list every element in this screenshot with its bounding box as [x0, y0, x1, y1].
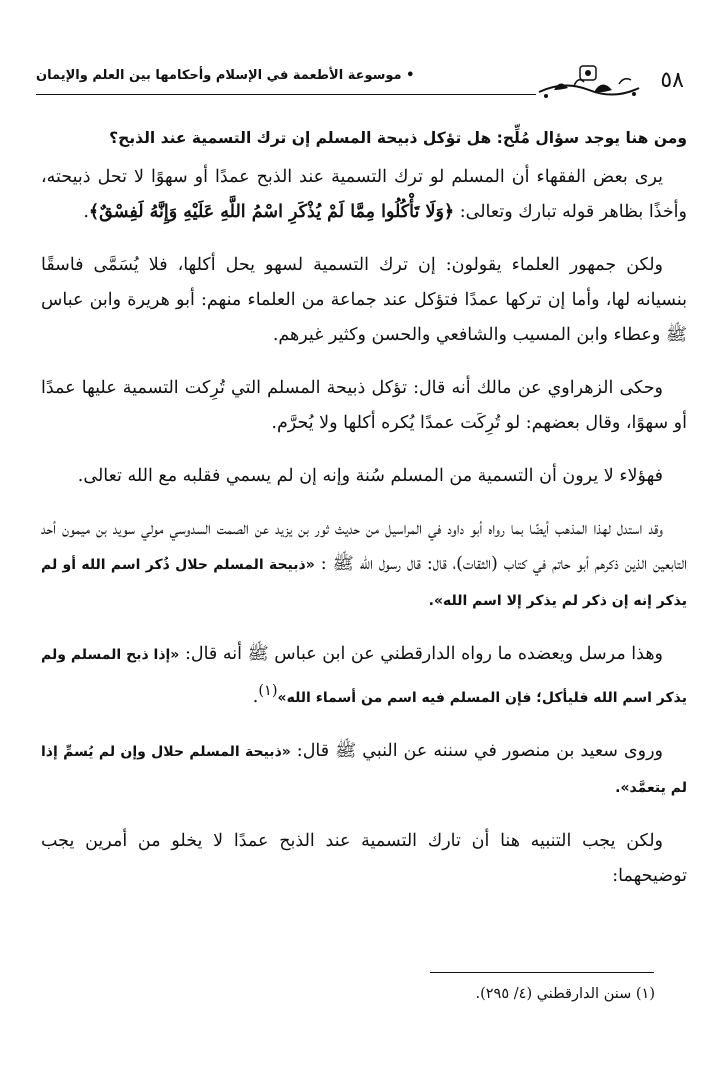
hadith-quote: «ذبيحة المسلم حلال ذُكر اسم الله أو لم يذكر إنه إن ذكر لم يذكر إلا اسم الله».: [41, 557, 687, 609]
hadith-quote: «ذبيحة المسلم حلال وإن لم يُسمِّ إذا لم يتعمَّد».: [41, 743, 687, 796]
paragraph-1: [41, 160, 687, 230]
footnote-rule: [430, 972, 654, 973]
section-question: ومن هنا يوجد سؤال مُلِّح: هل تؤكل ذبيحة المسلم إن ترك التسمية عند الذبح؟: [109, 129, 687, 147]
paragraph-5-text: وقد استدل لهذا المذهب أيضًا بما رواه أبو داود في المراسيل من حديث ثور بن يزيد عن الصمت السدوسي مولي سويد بن ميمون أحد التابعين الذين ذكرهم أبو حاتم في كتاب (الثقات)، قال: قال رسول الله ﷺ :: [41, 519, 687, 574]
paragraph-7: [41, 734, 687, 806]
paragraph-1-text: يرى بعض الفقهاء أن المسلم لو ترك التسمية عند الذبح عمدًا أو سهوًا لا تحل ذبيحته، وأخذًا بظاهر قوله تبارك وتعالى:: [41, 167, 687, 222]
athar-quote: «إذا ذبح المسلم ولم يذكر اسم الله فليأكل؛ فإن المسلم فيه اسم من أسماء الله»: [41, 647, 687, 706]
floral-ornament-icon: [534, 62, 644, 102]
paragraph-2: ولكن جمهور العلماء يقولون: إن ترك التسمية لسهو يحل أكلها، فلا يُسَمَّى فاسقًا بنسيانه لها، وأما إن تركها عمدًا فتؤكل عند جماعة من العلماء منهم: أبو هريرة وابن عباس ﷺ وعطاء وابن المسيب والشافعي والحسن وكثير غيرهم.: [41, 255, 687, 345]
paragraph-3: وحكى الزهراوي عن مالك أنه قال: تؤكل ذبيحة المسلم التي تُرِكت التسمية عليها عمدًا أو سهوًا، وقال بعضهم: لو تُرِكَت عمدًا يُكره أكلها ولا يُحرَّم.: [41, 378, 687, 433]
paragraph-6: [41, 637, 687, 716]
paragraph-1-end: .: [83, 202, 89, 222]
paragraph-8: ولكن يجب التنبيه هنا أن تارك التسمية عند الذبح عمدًا لا يخلو من أمرين يجب توضيحهما:: [41, 830, 687, 886]
page-number: ٥٨: [660, 68, 684, 93]
footnote-ref: (١): [258, 682, 278, 699]
page-body: [41, 124, 687, 912]
header-rule: [36, 94, 536, 95]
paragraph-6-text: وهذا مرسل ويعضده ما رواه الدارقطني عن ابن عباس ﷺ أنه قال:: [184, 644, 663, 664]
paragraph-7-text: وروى سعيد بن منصور في سننه عن النبي ﷺ قال:: [296, 740, 663, 761]
quran-verse: ﴿وَلَا تَأْكُلُوا مِمَّا لَمْ يُذْكَرِ اسْمُ اللَّهِ عَلَيْهِ وَإِنَّهُ لَفِسْقٌ﴾: [88, 202, 455, 222]
paragraph-6-end: .: [252, 686, 259, 707]
footnote: (١) سنن الدارقطني (٤/ ٢٩٥).: [475, 986, 655, 1002]
running-title: • موسوعة الأطعمة في الإسلام وأحكامها بين العلم والإيمان: [36, 68, 415, 83]
page-header: [36, 62, 684, 106]
paragraph-4: فهؤلاء لا يرون أن التسمية من المسلم سُنة وإنه إن لم يسمي فقلبه مع الله تعالى.: [77, 466, 663, 486]
paragraph-5: [41, 512, 687, 619]
